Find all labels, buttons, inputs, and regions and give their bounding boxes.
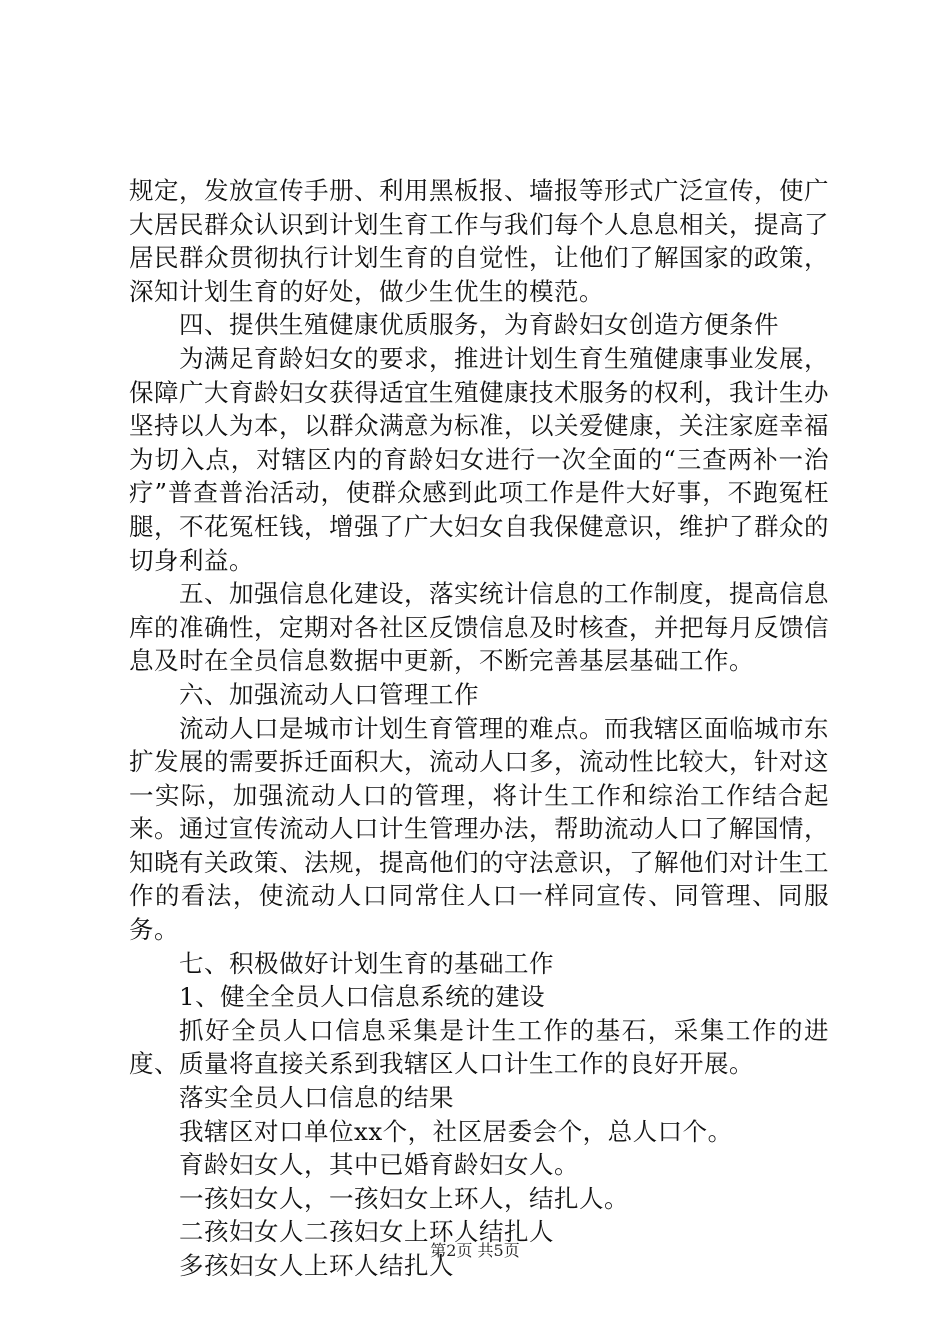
paragraph-intro-continued: 规定，发放宣传手册、利用黑板报、墙报等形式广泛宣传，使广大居民群众认识到计划生育工作与我们每个人息息相关，提高了居民群众贯彻执行计划生育的自觉性，让他们了解国家的政策，深知计划生育的好处，做少生优生的模范。 (129, 176, 829, 306)
paragraph-one-child: 一孩妇女人，一孩妇女上环人，结扎人。 (179, 1183, 629, 1213)
paragraph-women-count: 育龄妇女人，其中已婚育龄妇女人。 (179, 1150, 579, 1180)
paragraph-multi-child: 多孩妇女人上环人结扎人 (179, 1251, 454, 1280)
paragraph-section-4: 为满足育龄妇女的要求，推进计划生育生殖健康事业发展，保障广大育龄妇女获得适宜生殖健康技术服务的权利，我计生办坚持以人为本，以群众满意为标准，以关爱健康，关注家庭幸福为切入点，对辖区内的育龄妇女进行一次全面的“三查两补一治疗”普查普治活动，使群众感到此项工作是件大好事，不跑冤枉腿，不花冤枉钱，增强了广大妇女自我保健意识，维护了群众的切身利益。 (129, 343, 829, 575)
document-body (129, 174, 829, 1283)
heading-section-6: 六、加强流动人口管理工作 (179, 679, 479, 709)
paragraph-results-title: 落实全员人口信息的结果 (179, 1083, 454, 1113)
paragraph-section-6: 流动人口是城市计划生育管理的难点。而我辖区面临城市东扩发展的需要拆迁面积大，流动人口多，流动性比较大，针对这一实际，加强流动人口的管理，将计生工作和综治工作结合起来。通过宣传流动人口计生管理办法，帮助流动人口了解国情，知晓有关政策、法规，提高他们的守法意识，了解他们对计生工作的看法，使流动人口同常住人口一样同宣传、同管理、同服务。 (129, 713, 829, 945)
page-number-footer: 第2页 共5页 (430, 1241, 520, 1260)
paragraph-two-child: 二孩妇女人二孩妇女上环人结扎人 (179, 1217, 554, 1247)
paragraph-section-5: 五、加强信息化建设，落实统计信息的工作制度，提高信息库的准确性，定期对各社区反馈信息及时核查，并把每月反馈信息及时在全员信息数据中更新，不断完善基层基础工作。 (129, 579, 829, 676)
paragraph-units-count: 我辖区对口单位xx个，社区居委会个，总人口个。 (179, 1116, 733, 1146)
subheading-7-1: 1、健全全员人口信息系统的建设 (179, 982, 546, 1012)
heading-section-4: 四、提供生殖健康优质服务，为育龄妇女创造方便条件 (179, 310, 779, 340)
paragraph-7-1: 抓好全员人口信息采集是计生工作的基石，采集工作的进度、质量将直接关系到我辖区人口计生工作的良好开展。 (129, 1015, 829, 1079)
heading-section-7: 七、积极做好计划生育的基础工作 (179, 948, 554, 978)
